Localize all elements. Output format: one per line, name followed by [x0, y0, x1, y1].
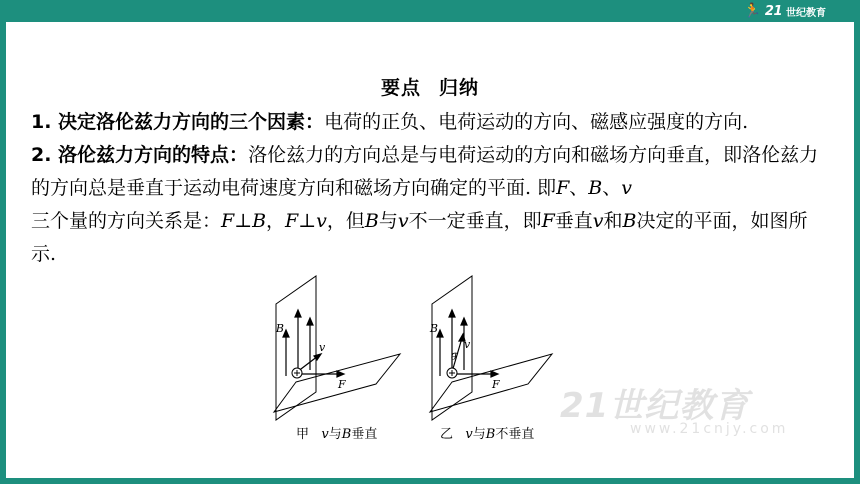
- item-1: [31, 106, 831, 139]
- item-2-text1: 洛伦兹力的方向总是与电荷运动的方向和磁场方向垂直，即洛伦兹力的方向总是垂直于运动电荷速度方向和磁场方向确定的平面. 即: [31, 144, 819, 199]
- caption-suffix: 垂直: [351, 427, 378, 442]
- caption-v: v: [465, 427, 473, 442]
- caption-prefix: 甲: [296, 427, 310, 442]
- arrow-head: [449, 310, 455, 317]
- arrow-head: [295, 310, 301, 317]
- top-bar: [0, 0, 860, 22]
- sep: 、: [602, 177, 622, 199]
- relation-F-perp-B: F⊥B: [221, 210, 267, 232]
- label-F: F: [492, 378, 500, 391]
- text: 与: [378, 210, 398, 232]
- bottom-border: [0, 478, 860, 484]
- figure-right-caption: [440, 423, 534, 442]
- item-1-label: 1. 决定洛伦兹力方向的三个因素：: [31, 111, 325, 133]
- runner-icon: 🏃: [743, 3, 761, 19]
- symbol-v: v: [397, 210, 409, 232]
- caption-v: v: [321, 427, 329, 442]
- label-B: B: [275, 322, 284, 335]
- label-v: v: [464, 338, 471, 351]
- label-theta: θ: [451, 353, 457, 363]
- relation-F-perp-v: F⊥v: [285, 210, 327, 232]
- symbol-v: v: [592, 210, 604, 232]
- section-title: [0, 73, 860, 100]
- item-2-text2: 三个量的方向关系是：: [31, 210, 222, 232]
- brand-logo: [743, 2, 826, 20]
- arrow-head: [307, 318, 313, 325]
- caption-mid: 与: [328, 427, 342, 442]
- arrow-head: [337, 371, 344, 377]
- sep: 、: [569, 177, 589, 199]
- arrow-head: [491, 371, 498, 377]
- watermark-url: www.21cnjy.com: [630, 421, 789, 437]
- watermark-main: 21世纪教育: [560, 386, 750, 426]
- symbol-B: B: [588, 177, 603, 199]
- horizontal-plane: [274, 354, 400, 412]
- symbol-F: F: [556, 177, 570, 199]
- content-body: [31, 106, 831, 271]
- figure-left: [272, 274, 407, 424]
- caption-suffix: 不垂直: [495, 427, 535, 442]
- figure-left-diagram: [272, 274, 407, 424]
- horizontal-plane: [430, 354, 552, 412]
- label-B: B: [429, 322, 438, 335]
- sep: ，: [266, 210, 286, 232]
- section-title-part1: 要点: [380, 77, 421, 99]
- symbol-v: v: [621, 177, 633, 199]
- text: 决定的平面，如图所示.: [31, 210, 808, 265]
- caption-prefix: 乙: [440, 427, 454, 442]
- label-F: F: [338, 378, 346, 391]
- watermark: [560, 378, 788, 437]
- item-2-label: 2. 洛伦兹力方向的特点：: [31, 144, 249, 166]
- figure-left-caption: [296, 423, 377, 442]
- logo-number: 21: [764, 3, 782, 19]
- text: 和: [603, 210, 623, 232]
- arrow-head: [461, 318, 467, 325]
- arrow-head: [314, 354, 321, 360]
- caption-B: B: [341, 427, 352, 442]
- label-v: v: [319, 341, 326, 354]
- logo-text: 世纪教育: [786, 7, 826, 19]
- text: 垂直: [554, 210, 593, 232]
- text: ，但: [326, 210, 365, 232]
- symbol-F: F: [541, 210, 555, 232]
- symbol-B: B: [622, 210, 637, 232]
- symbol-B: B: [364, 210, 379, 232]
- figure-right: [428, 274, 558, 424]
- figure-right-diagram: [428, 274, 558, 424]
- caption-B: B: [485, 427, 496, 442]
- item-1-text: 电荷的正负、电荷运动的方向、磁感应强度的方向.: [324, 111, 749, 133]
- item-2: [31, 139, 831, 271]
- section-title-part2: 归纳: [439, 77, 480, 99]
- text: 不一定垂直，即: [408, 210, 542, 232]
- caption-mid: 与: [472, 427, 486, 442]
